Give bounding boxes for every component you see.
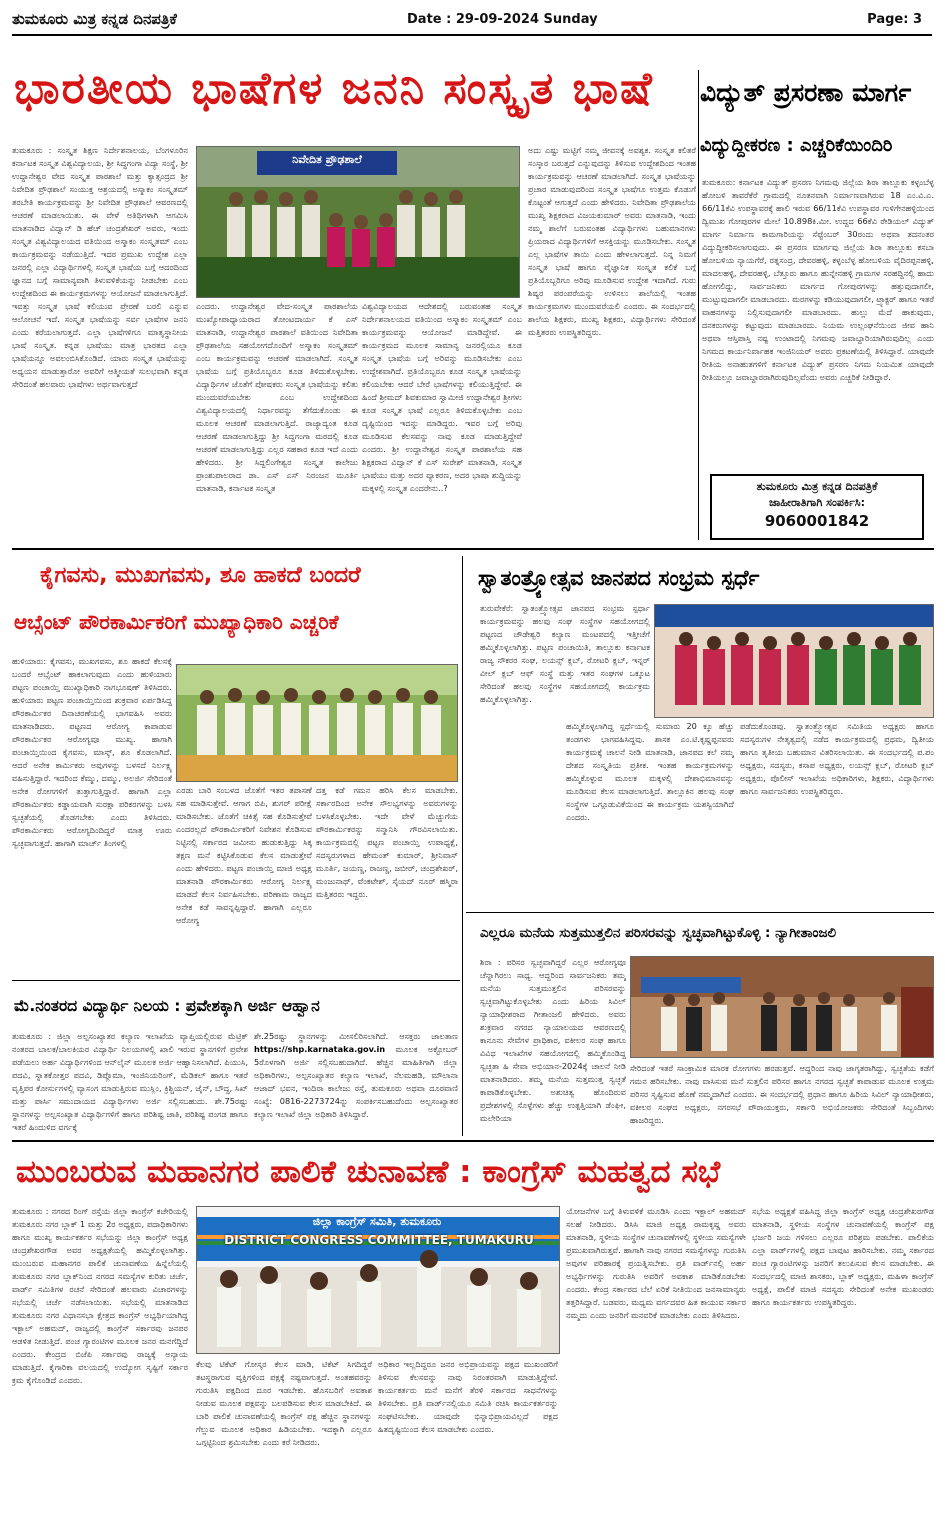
story1-photo (196, 146, 520, 298)
group-photo-illustration (197, 147, 520, 298)
issue-date: Date : 29-09-2024 Sunday (407, 12, 598, 27)
story3-headline-1: ಕೈಗವಸು, ಮುಖಗವಸು, ಶೂ ಹಾಕದೆ ಬಂದರೆ (40, 563, 361, 588)
felicitation-photo-illustration (177, 665, 458, 782)
story3-column-right: ದತ್ತ ಕಡೆ ಗಮನ ಹರಿಸಿ ಕೆಲಸ ಮಾಡಬೇಕು. ಸರ್ಕಾರದಿಂದ ಅನೇಕ ಸೌಲಭ್ಯಗಳನ್ನು ಅವರುಗಳನ್ನು ಬಳಸಿಕೊಳ್ಳಬೇಕು. ಇದೇ ವೇಳೆ ಮೆಚ್ಚುಗೆಯ ಪೌರಕಾರ್ಮಿಕರನ್ನು ಸನ್ಮಾನಿಸಿ ಗೌರವಿಸಲಾಯಿತು. ಕಾರ್ಯಕ್ರಮದಲ್ಲಿ ಪಟ್ಟಣ ಪಂಚಾಯ್ತಿ ಉಪಾಧ್ಯಕ್ಷೆ, ಸದಸ್ಯರುಗಳಾದ ಹೇಮಂತ್ ಕುಮಾರ್, ಶ್ರೀನಿವಾಸ್ ಮೂರ್ತಿ, ಜಯಣ್ಣ, ರಾಜಣ್ಣ, ಜಬೀರ್, ಚಂದ್ರಶೇಖರ್, ಮಂಜುನಾಥ್, ವೆಂಕಟೇಶ್, ಸೈಯದ್ ನೂರ್ ಹಸ್ಮಿರಾ ಮತ್ತಿತರರು ಇದ್ದರು. (316, 785, 458, 899)
story4-column-left: ತುರುವೇಕೆರೆ: ಸ್ವಾತಂತ್ರ್ಯೋತ್ಸವ ಜಾನಪದ ಸಂಭ್ರಮ ಸ್ಪರ್ಧಾ ಕಾರ್ಯಕ್ರಮವನ್ನು ಹಲವು ಸಂಘ ಸಂಸ್ಥೆಗಳ ಸಹಯೋಗದಲ್ಲಿ ಪಟ್ಟಣದ ಚೌಡೇಶ್ವರಿ ಕಲ್ಯಾಣ ಮಂಟಪದಲ್ಲಿ ಇತ್ತೀಚೆಗೆ ಹಮ್ಮಿಕೊಳ್ಳಲಾಗಿತ್ತು. ಪಟ್ಟಣ ಪಂಚಾಯಿತಿ, ತಾಲ್ಲೂಕು ಕರ್ನಾಟಕ ರಾಜ್ಯ ನೌಕರರ ಸಂಘ, ಲಯನ್ಸ್ ಕ್ಲಬ್, ರೋಟರಿ ಕ್ಲಬ್, ಇನ್ನರ್ ವೀಲ್ ಕ್ಲಬ್ ಆಫ್ ಸಂಸ್ಥೆ ಮತ್ತು ಇತರ ಸಂಘಗಳ ಒಕ್ಕೂಟ ಸೇರಿದಂತೆ ಹಲವು ಸಂಸ್ಥೆಗಳ ಸಹಯೋಗದಲ್ಲಿ ಕಾರ್ಯಕ್ರಮ ಹಮ್ಮಿಕೊಳ್ಳಲಾಗಿತ್ತು. (480, 603, 650, 704)
story4-photo (654, 604, 934, 718)
story7-column-4: ಯೋಜನೆಗಳ ಬಗ್ಗೆ ತಿಳುವಳಿಕೆ ಮೂಡಿಸಿ ಎಂದು ಇಕ್ಬಾಲ್ ಅಹಮದ್ ಸಲಹೆ ನೀಡಿದರು. ಡಿಸಿಸಿ ಮಾಜಿ ಅಧ್ಯಕ್ಷ ರಾಮಕೃಷ್ಣ ಅವರು ಮಾತನಾಡಿ, ಸ್ಥಳೀಯ ಸಂಸ್ಥೆಗಳ ಚುನಾವಣೆಗಳಲ್ಲಿ ಸ್ಥಳೀಯ ಸಮಸ್ಯೆಗಳೇ ಪ್ರಮುಖವಾಗಿರುತ್ತವೆ. ಹಾಗಾಗಿ ನಾವು ನಗರದ ಸಮಸ್ಯೆಗಳನ್ನು ಗುರುತಿಸಿ ಅವುಗಳ ಪರಿಹಾರಕ್ಕೆ ಪ್ರಯತ್ನಿಸಬೇಕು. ಪ್ರತಿ ವಾರ್ಡ್‌ನಲ್ಲಿ ಅರ್ಹ ಅಭ್ಯರ್ಥಿಗಳನ್ನು ಗುರುತಿಸಿ ಅವರಿಗೆ ಅವಕಾಶ ಮಾಡಿಕೊಡಬೇಕು ಎಂದರು. ಕೇಂದ್ರ ಸರ್ಕಾರದ ಬೆಲೆ ಏರಿಕೆ ನೀತಿಯಿಂದ ಜನಸಾಮಾನ್ಯರು ತತ್ತರಿಸಿದ್ದಾರೆ. ಬಡವರು, ಮಧ್ಯಮ ವರ್ಗದವರ ಹಿತ ಕಾಯುವ ಸರ್ಕಾರ ನಮ್ಮದು ಎಂದು ಜನರಿಗೆ ಮನವರಿಕೆ ಮಾಡಬೇಕು ಎಂದು ತಿಳಿಸಿದರು. (566, 1206, 746, 1320)
story2-body: ತುಮಕೂರು: ಕರ್ನಾಟಕ ವಿದ್ಯುತ್ ಪ್ರಸರಣ ನಿಗಮವು ಜಿಲ್ಲೆಯ ಶಿರಾ ತಾಲ್ಲೂಕು ಕಳ್ಳಂಬೆಳ್ಳ ಹೋಬಳಿ ತಾವರೆಕೆರೆ ಗ್ರಾಮದಲ್ಲಿ ನೂತನವಾಗಿ ನಿರ್ಮಾಣವಾಗಿರುವ 18 ಎಂ.ವಿ.ಎ. 66/11ಕೆವಿ ಉಪಸ್ಥಾವರಕ್ಕೆ ಹಾಲಿ ಇರುವ 66/11ಕೆವಿ ಉಪಸ್ಥಾವರ ಗುಳಿಗೇನಹಳ್ಳಿಯಿಂದ ದ್ವಿಮುಖ ಗೋಪುರಗಳ ಮೇಲೆ 10.898ಕಿ.ಮೀ. ಉದ್ದದ 66ಕೆವಿ ರೇಡಿಯಲ್ ವಿದ್ಯುತ್ ಮಾರ್ಗ ನಿರ್ಮಾಣ ಕಾಮಗಾರಿಯನ್ನು ಸೆಪ್ಟೆಂಬರ್ 30ರಂದು ಅಥವಾ ತದನಂತರ ವಿದ್ಯುದ್ದೀಕರಿಸಲಾಗುವುದು. ಈ ಪ್ರಸರಣ ಮಾರ್ಗವು ಜಿಲ್ಲೆಯ ಶಿರಾ ತಾಲ್ಲೂಕು ಕಸಬಾ ಹೋಬಳಿಯ ನ್ಯಾಯಗೆರೆ, ರತ್ನಸಂದ್ರ, ದೇವರಹಳ್ಳಿ, ಕಳ್ಳಂಬೆಳ್ಳ ಹೋಬಳಿಯ ವೈದಿರಪ್ಪನಹಳ್ಳಿ, ಮಾದಲಹಳ್ಳಿ, ದೇವರಹಳ್ಳಿ, ಬೆತ್ತೂರು ಹಾಗೂ ಹುನ್ನೇನಹಳ್ಳಿ ಗ್ರಾಮಗಳ ಸರಹದ್ದಿನಲ್ಲಿ ಹಾದು ಹೋಗಲಿದ್ದು, ಸಾರ್ವಜನಿಕರು ಮಾರ್ಗದ ಗೋಪುರಗಳನ್ನು ಹತ್ತುವುದಾಗಲೀ, ಮುಟ್ಟುವುದಾಗಲೀ ಮಾಡಬಾರದು. ಮರಗಳನ್ನು ಕಡಿಯುವುದಾಗಲೀ, ಟ್ರ್ಯಾಕ್ಟರ್ ಹಾಗೂ ಇತರೆ ವಾಹನಗಳನ್ನು ನಿಲ್ಲಿಸುವುದಾಗಲೀ ಮಾಡಬಾರದು. ಹುಲ್ಲು ಮೆದೆ ಹಾಕುವುದು, ದನಕರುಗಳನ್ನು ಕಟ್ಟುವುದು ಮಾಡಬಾರದು. ನಿಯಮ ಉಲ್ಲಂಘನೆಯಿಂದ ಜೀವ ಹಾನಿ ಅಥವಾ ಆಸ್ತಿಪಾಸ್ತಿ ನಷ್ಟ ಉಂಟಾದಲ್ಲಿ ನಿಗಮವು ಜವಾಬ್ದಾರಿಯಾಗಿರುವುದಿಲ್ಲ ಎಂದು ನಿಗಮದ ಕಾರ್ಯನಿರ್ವಾಹಕ ಇಂಜಿನಿಯರ್ ಅವರು ಪ್ರಕಟಣೆಯಲ್ಲಿ ತಿಳಿಸಿದ್ದಾರೆ. ಯಾವುದೇ ರೀತಿಯ ಅನಾಹುತಗಳಿಗೆ ಕರ್ನಾಟಕ ವಿದ್ಯುತ್ ಪ್ರಸರಣ ನಿಗಮ ನಿಯಮಿತ ಯಾವುದೇ ರೀತಿಯಲ್ಲೂ ಜವಾಬ್ದಾರರಾಗಿರುವುದಿಲ್ಲವೆಂದು ಅವರು ಎಚ್ಚರಿಕೆ ನೀಡಿದ್ದಾರೆ. (702, 177, 934, 382)
section-divider (12, 1140, 934, 1142)
ad-phone: 9060001842 (764, 512, 870, 530)
story7-photo (196, 1206, 560, 1354)
newspaper-brand: ತುಮಕೂರು ಮಿತ್ರ ಕನ್ನಡ ದಿನಪತ್ರಿಕೆ (12, 10, 177, 28)
ad-line-1: ತುಮಕೂರು ಮಿತ್ರ ಕನ್ನಡ ದಿನಪತ್ರಿಕೆ (756, 480, 878, 493)
story5-column-left: ಶಿರಾ : ಪರಿಸರ ಸ್ವಚ್ಛವಾಗಿದ್ದರೆ ಎಲ್ಲರ ಆರೋಗ್ಯವೂ ಚೆನ್ನಾಗಿರಲು ಸಾಧ್ಯ. ಆದ್ದರಿಂದ ಸಾರ್ವಜನಿಕರು ತಮ್ಮ ಮನೆಯ ಸುತ್ತಮುತ್ತಲಿನ ಪರಿಸರವನ್ನು ಸ್ವಚ್ಛವಾಗಿಟ್ಟುಕೊಳ್ಳಬೇಕು ಎಂದು ಹಿರಿಯ ಸಿವಿಲ್ ನ್ಯಾಯಾಧೀಶರಾದ ಗೀತಾಂಜಲಿ ಹೇಳಿದರು. ಅವರು ಶುಕ್ರವಾರ ನಗರದ ನ್ಯಾಯಾಲಯದ ಆವರಣದಲ್ಲಿ ಕಾನೂನು ಸೇವೆಗಳ ಪ್ರಾಧಿಕಾರ, ವಕೀಲರ ಸಂಘ ಹಾಗೂ ವಿವಿಧ ಇಲಾಖೆಗಳ ಸಹಯೋಗದಲ್ಲಿ ಹಮ್ಮಿಕೊಂಡಿದ್ದ ಸ್ವಚ್ಛತಾ ಹಿ ಸೇವಾ ಅಭಿಯಾನ-2024ಕ್ಕೆ ಚಾಲನೆ ನೀಡಿ ಮಾತನಾಡಿದರು. ತಮ್ಮ ಮನೆಯ ಸುತ್ತಮುತ್ತ ಸ್ವಚ್ಛತೆ ಕಾಪಾಡಿಕೊಳ್ಳಬೇಕು. ಅಶುಚಿತ್ವ ಹೊಂದಿರುವ ಪ್ರದೇಶಗಳಲ್ಲಿ ಸೊಳ್ಳೆಗಳು ಹೆಚ್ಚು ಉತ್ಪತ್ತಿಯಾಗಿ ಡೆಂಘೀ, ಮಲೇರಿಯಾ (480, 957, 626, 1123)
column-divider (698, 70, 699, 540)
section-divider (12, 980, 460, 981)
photo-banner-kannada: ಜಿಲ್ಲಾ ಕಾಂಗ್ರೆಸ್ ಸಮಿತಿ, ತುಮಕೂರು (312, 1215, 442, 1228)
story1-column-2: ಎಂದರು. ಉದ್ದಾನೇಶ್ವರ ವೇದ-ಸಂಸ್ಕೃತ ಪಾಠಶಾಲೆಯ ಮುಖ್ಯೋಪಾಧ್ಯಾಯರಾದ ತೋಂಟದಾರ್ಯ ಕೆ ಎಸ್ ಮಾತನಾಡಿ, ಉದ್ದಾನೇಶ್ವರ ಪಾಠಶಾಲೆ ವತಿಯಿಂದ ನಿವೇದಿತಾ ಪ್ರೌಢಶಾಲೆಯ ಸಹಯೋಗದೊಂದಿಗೆ ಅಸ್ಮಾಕಂ ಸಂಸ್ಕೃತಮ್ ಎಂಬ ಕಾರ್ಯಕ್ರಮವನ್ನು ಆಚರಣೆ ಮಾಡಲಾಗಿದೆ. ಸಂಸ್ಕೃತ ಭಾಷೆಯ ಬಗ್ಗೆ ಪ್ರತಿಯೊಬ್ಬರೂ ಕೂಡ ತಿಳಿದುಕೊಳ್ಳಬೇಕು. ವಿದ್ಯಾರ್ಥಿಗಳ ಜೊತೆಗೆ ಪೋಷಕರು ಸಂಸ್ಕೃತ ಭಾಷೆಯನ್ನು ಕಲಿತು ಮುಂದುವರೆಯಬೇಕು ಎಂಬ ಉದ್ದೇಶದಿಂದ ವಿಶ್ವವಿದ್ಯಾಲಯದಲ್ಲಿ ನಿರ್ಧಾರವನ್ನು ತೆಗೆದುಕೊಂಡು ಈ ಮೂಲಕ ಆಚರಣೆ ಮಾಡಲಾಗುತ್ತಿದೆ. ರಾಜ್ಯಾದ್ಯಂತ ಕೂಡ ಆಚರಣೆ ಮಾಡಲಾಗುತ್ತಿದ್ದು ಶ್ರೀ ಸಿದ್ದಗಂಗಾ ಮಠದಲ್ಲಿ ಕೂಡ ಆಚರಣೆ ಮಾಡಲಾಗುತ್ತಿದ್ದು ಎಲ್ಲರ ಸಹಕಾರ ಕೂಡ ಇದೆ ಎಂದು ಹೇಳಿದರು. ಶ್ರೀ ಸಿದ್ದಲಿಂಗೇಶ್ವರ ಸಂಸ್ಕೃತ ಕಾಲೇಜು ಪ್ರಾಂಶುಪಾಲರಾದ ಡಾ. ಎಸ್ ಎಸ್ ನಿರಂಜನ ಮೂರ್ತಿ ಮಾತನಾಡಿ, ಕರ್ನಾಟಕ ಸಂಸ್ಕೃತ (196, 301, 358, 493)
story2-headline-1: ವಿದ್ಯುತ್ ಪ್ರಸರಣಾ ಮಾರ್ಗ (700, 78, 912, 107)
cleanliness-drive-photo-illustration (631, 957, 934, 1058)
advertisement-box (710, 474, 924, 540)
story7-headline: ಮುಂಬರುವ ಮಹಾನಗರ ಪಾಲಿಕೆ ಚುನಾವಣೆ : ಕಾಂಗ್ರೆಸ್ ಮಹತ್ವದ ಸಭೆ (16, 1154, 721, 1190)
story3-column-mid: ಎರಡು ಬಾರಿ ಸಂಬಳದ ಜೊತೆಗೆ ಇತರ ತಪಾಸಣೆ ಸಹ ಮಾಡಿಸುತ್ತೇವೆ. ಆಗಾಗ ಬಿಪಿ, ಶುಗರ್ ಪರೀಕ್ಷೆ ಮಾಡಿಸಬೇಕು. ಜೊತೆಗೆ ಚಿಕಿತ್ಸೆ ಸಹ ಕೊಡಿಸುತ್ತೇವೆ ಎಂದರಲ್ಲದೆ ಪೌರಕಾರ್ಮಿಕರಿಗೆ ನಿವೇಶನ ಕೊಡಿಸುವ ನಿಟ್ಟಿನಲ್ಲಿ ಸರ್ಕಾರದ ಜಮೀನು ಹುಡುಕುತ್ತಿದ್ದು ಸಿಕ್ಕ ತಕ್ಷಣ ಮನೆ ಕಟ್ಟಿಸಿಕೊಡುವ ಕೆಲಸ ಮಾಡುತ್ತೇವೆ ಎಂದು ಹೇಳಿದರು. ಪಟ್ಟಣ ಪಂಚಾಯ್ತಿ ಮಾಜಿ ಅಧ್ಯಕ್ಷ ಮಾತನಾಡಿ ಪೌರಕಾರ್ಮಿಕರು ಆರೋಗ್ಯ ನಿರ್ಲಕ್ಷ್ಯ ಮಾಡದೆ ಕೆಲಸ ನಿರ್ವಹಿಸಬೇಕು. ಪರಿಣಾಮ ರಾಜ್ಯದ ಅನೇಕ ಕಡೆ ಸಾವನ್ನಪ್ಪಿದ್ದಾರೆ. ಹಾಗಾಗಿ ಎಲ್ಲರೂ ಆರೋಗ್ಯ (176, 785, 312, 925)
photo-banner-english: DISTRICT CONGRESS COMMITTEE, TUMAKURU (224, 1233, 534, 1247)
story4-column-left-continued (480, 720, 562, 910)
story5-column-right: ಸೇರಿದಂತೆ ಇತರೆ ಸಾಂಕ್ರಾಮಿಕ ಮಾರಕ ರೋಗಗಳು ಹರಡುತ್ತವೆ. ಆದ್ದರಿಂದ ನಾವು ಜಾಗೃತರಾಗಿದ್ದು, ಸ್ವಚ್ಛತೆಯ ಕಡೆಗೆ ಗಮನ ಹರಿಸಬೇಕು. ನಾವು ವಾಸಿಸುವ ಮನೆ ಸುತ್ತಲಿನ ಪರಿಸರ ಹಾಗೂ ನಗರದ ಸ್ವಚ್ಛತೆ ಕಾಪಾಡುವ ಮೂಲಕ ಉತ್ತಮ ಪರಿಸರ ಸೃಷ್ಟಿಸುವ ಹೊಣೆ ನಮ್ಮದಾಗಿದೆ ಎಂದರು. ಈ ಸಂದರ್ಭದಲ್ಲಿ ಪ್ರಧಾನ ಹಾಗೂ ಹಿರಿಯ ಸಿವಿಲ್ ನ್ಯಾಯಾಧೀಶರು, ವಕೀಲರ ಸಂಘದ ಅಧ್ಯಕ್ಷರು, ನಗರಸಭೆ ಪೌರಾಯುಕ್ತರು, ಸರ್ಕಾರಿ ಅಭಿಯೋಜಕರು ಸೇರಿದಂತೆ ಸಿಬ್ಬಂದಿಗಳು ಹಾಜರಿದ್ದರು. (630, 1063, 934, 1125)
congress-meeting-photo-illustration (197, 1207, 560, 1354)
story4-headline: ಸ್ವಾತಂತ್ರ್ಯೋತ್ಸವ ಜಾನಪದ ಸಂಭ್ರಮ ಸ್ಪರ್ಧೆ (478, 566, 760, 590)
story2-headline-2: ವಿದ್ಯುದ್ದೀಕರಣ : ಎಚ್ಚರಿಕೆಯಿಂದಿರಿ (700, 135, 893, 156)
section-divider (12, 548, 934, 550)
story1-headline: ಭಾರತೀಯ ಭಾಷೆಗಳ ಜನನಿ ಸಂಸ್ಕೃತ ಭಾಷೆ (14, 63, 654, 114)
photo-banner-text: ನಿವೇದಿತ ಪ್ರೌಢಶಾಲೆ (292, 153, 362, 166)
story7-column-5: ಸಭೆಯ ಅಧ್ಯಕ್ಷತೆ ವಹಿಸಿದ್ದ ಜಿಲ್ಲಾ ಕಾಂಗ್ರೆಸ್ ಅಧ್ಯಕ್ಷ ಚಂದ್ರಶೇಖರಗೌಡ ಮಾತನಾಡಿ, ಸ್ಥಳೀಯ ಸಂಸ್ಥೆಗಳ ಚುನಾವಣೆಯಲ್ಲಿ ಕಾಂಗ್ರೆಸ್ ಪಕ್ಷ ಭರ್ಜರಿ ಜಯ ಗಳಿಸಲು ಎಲ್ಲರೂ ಪರಿಶ್ರಮ ಪಡಬೇಕು. ಪಾಲಿಕೆಯ ಎಲ್ಲಾ ವಾರ್ಡ್‌ಗಳಲ್ಲಿ ಪಕ್ಷದ ಬಾವುಟ ಹಾರಿಸಬೇಕು. ನಮ್ಮ ಸರ್ಕಾರದ ಪಂಚ ಗ್ಯಾರಂಟಿಗಳನ್ನು ಜನರಿಗೆ ತಲುಪಿಸುವ ಕೆಲಸ ಮಾಡಬೇಕು. ಈ ಸಂದರ್ಭದಲ್ಲಿ ಮಾಜಿ ಶಾಸಕರು, ಬ್ಲಾಕ್ ಅಧ್ಯಕ್ಷರು, ಮಹಿಳಾ ಕಾಂಗ್ರೆಸ್ ಅಧ್ಯಕ್ಷೆ, ಪಾಲಿಕೆ ಮಾಜಿ ಸದಸ್ಯರು ಸೇರಿದಂತೆ ಅನೇಕ ಮುಖಂಡರು ಹಾಗೂ ಕಾರ್ಯಕರ್ತರು ಉಪಸ್ಥಿತರಿದ್ದರು. (752, 1206, 934, 1307)
section-divider (466, 912, 934, 913)
story6-text-a: ಶೇ.25ರಷ್ಟು ಸ್ಥಾನಗಳನ್ನು ಮೀಸಲಿರಿಸಲಾಗಿದೆ. ಆಸಕ್ತರು ಜಾಲತಾಣ (254, 1031, 458, 1041)
story5-photo (630, 956, 934, 1058)
masthead (12, 8, 932, 36)
story6-column-left: ತುಮಕೂರು : ಜಿಲ್ಲಾ ಅಲ್ಪಸಂಖ್ಯಾತರ ಕಲ್ಯಾಣ ಇಲಾಖೆಯ ವ್ಯಾಪ್ತಿಯಲ್ಲಿರುವ ಮೆಟ್ರಿಕ್ ನಂತರದ ಬಾಲಕ/ಬಾಲಕಿಯರ ವಿದ್ಯಾರ್ಥಿ ನಿಲಯಗಳಲ್ಲಿ ಖಾಲಿ ಇರುವ ಸ್ಥಾನಗಳಿಗೆ ಪ್ರವೇಶ ಪಡೆಯಲು ಅರ್ಹ ವಿದ್ಯಾರ್ಥಿಗಳಿಂದ ಆನ್‌ಲೈನ್ ಮೂಲಕ ಅರ್ಜಿ ಆಹ್ವಾನಿಸಲಾಗಿದೆ. ಪಿಯುಸಿ, ಪದವಿ, ಸ್ನಾತಕೋತ್ತರ ಪದವಿ, ಡಿಪ್ಲೊಮಾ, ಇಂಜಿನಿಯರಿಂಗ್, ಮೆಡಿಕಲ್ ಹಾಗೂ ಇತರೆ ವೃತ್ತಿಪರ ಕೋರ್ಸುಗಳಲ್ಲಿ ವ್ಯಾಸಂಗ ಮಾಡುತ್ತಿರುವ ಮುಸ್ಲಿಂ, ಕ್ರಿಶ್ಚಿಯನ್, ಜೈನ್, ಬೌದ್ಧ, ಸಿಖ್ ಮತ್ತು ಪಾರ್ಸಿ ಸಮುದಾಯದ ವಿದ್ಯಾರ್ಥಿಗಳು ಅರ್ಜಿ ಸಲ್ಲಿಸಬಹುದು. ಶೇ.75ರಷ್ಟು ಸ್ಥಾನಗಳನ್ನು ಅಲ್ಪಸಂಖ್ಯಾತ ವಿದ್ಯಾರ್ಥಿಗಳಿಗೆ ಹಾಗೂ ಪರಿಶಿಷ್ಟ ಜಾತಿ, ಪರಿಶಿಷ್ಟ ಪಂಗಡ ಹಾಗೂ ಇತರೆ ಹಿಂದುಳಿದ ವರ್ಗಕ್ಕೆ (12, 1031, 248, 1132)
story4-column-b: ಪಡೆದುಕೊಂಡವು. ಸ್ವಾತಂತ್ರ್ಯೋತ್ಸವ ಸಮಿತಿಯ ಅಧ್ಯಕ್ಷರು ಹಾಗೂ ಸದಸ್ಯರುಗಳ ನೇತೃತ್ವದಲ್ಲಿ ನಡೆದ ಕಾರ್ಯಕ್ರಮದಲ್ಲಿ ಪ್ರಥಮ, ದ್ವಿತೀಯ ಹಾಗೂ ತೃತೀಯ ಬಹುಮಾನ ವಿತರಿಸಲಾಯಿತು. ಈ ಸಂದರ್ಭದಲ್ಲಿ ಪ.ಪಂ ಅಧ್ಯಕ್ಷರು, ಸದಸ್ಯರು, ಕಸಾಪ ಅಧ್ಯಕ್ಷರು, ಲಯನ್ಸ್ ಕ್ಲಬ್, ರೋಟರಿ ಕ್ಲಬ್ ಅಧ್ಯಕ್ಷರು, ಪೊಲೀಸ್ ಇಲಾಖೆಯ ಅಧಿಕಾರಿಗಳು, ಶಿಕ್ಷಕರು, ವಿದ್ಯಾರ್ಥಿಗಳು ಹಾಗೂ ಸಾರ್ವಜನಿಕರು ಉಪಸ್ಥಿತರಿದ್ದರು. (740, 721, 934, 796)
story3-column-left: ಹುಳಿಯಾರು: ಕೈಗವಸು, ಮುಖಗವಸು, ಶೂ ಹಾಕದೆ ಕೆಲಸಕ್ಕೆ ಬಂದರೆ ಆಬ್ಸೆಂಟ್ ಹಾಕಲಾಗುವುದು ಎಂದು ಹುಳಿಯಾರು ಪಟ್ಟಣ ಪಂಚಾಯ್ತಿ ಮುಖ್ಯಾಧಿಕಾರಿ ನಾಗಭೂಷಣ್ ತಿಳಿಸಿದರು. ಹುಳಿಯಾರು ಪಟ್ಟಣ ಪಂಚಾಯ್ತಿಯಿಂದ ಶುಕ್ರವಾರ ಏರ್ಪಡಿಸಿದ್ದ ಪೌರಕಾರ್ಮಿಕರ ದಿನಾಚರಣೆಯಲ್ಲಿ ಭಾಗವಹಿಸಿ ಅವರು ಮಾತನಾಡಿದರು. ಪಟ್ಟಣದ ಆರೋಗ್ಯ ಕಾಪಾಡುವ ಪೌರಕಾರ್ಮಿಕರ ಆರೋಗ್ಯವೂ ಮುಖ್ಯ. ಹಾಗಾಗಿ ಪಂಚಾಯ್ತಿಯಿಂದ ಕೈಗವಸು, ಮಾಸ್ಕ್, ಶೂ ಕೊಡಲಾಗಿದೆ. ಆದರೆ ಅನೇಕ ಕಾರ್ಮಿಕರು ಅವುಗಳನ್ನು ಬಳಸದೆ ನಿರ್ಲಕ್ಷ್ಯ ವಹಿಸುತ್ತಿದ್ದಾರೆ. ಇದರಿಂದ ಕೆಮ್ಮು, ದಮ್ಮು, ಅಲರ್ಜಿ ಸೇರಿದಂತೆ ಅನೇಕ ರೋಗಗಳಿಗೆ ತುತ್ತಾಗುತ್ತಿದ್ದಾರೆ. ಹಾಗಾಗಿ ಎಲ್ಲಾ ಪೌರಕಾರ್ಮಿಕರು ಕಡ್ಡಾಯವಾಗಿ ಸುರಕ್ಷಾ ಪರಿಕರಗಳನ್ನು ಬಳಸಿ ಸ್ವಚ್ಛತೆಯಲ್ಲಿ ತೊಡಗಬೇಕು ಎಂದು ತಿಳಿಸಿದರು. ಪೌರಕಾರ್ಮಿಕರು ಆರೋಗ್ಯದಿಂದಿದ್ದರೆ ಮಾತ್ರ ಊರು ಸ್ವಚ್ಛವಾಗುತ್ತದೆ. ಹಾಗಾಗಿ ಮಾರ್ಚ್ ತಿಂಗಳಲ್ಲಿ (12, 656, 172, 848)
page-number: Page: 3 (867, 12, 922, 27)
column-divider (462, 556, 463, 1136)
story4-column-a: ಹಮ್ಮಿಕೊಳ್ಳಲಾಗಿದ್ದ ಸ್ಪರ್ಧೆಯಲ್ಲಿ ಸುಮಾರು 20 ಕ್ಕೂ ಹೆಚ್ಚು ತಂಡಗಳು ಭಾಗವಹಿಸಿದ್ದವು. ಶಾಸಕ ಎಂ.ಟಿ.ಕೃಷ್ಣಪ್ಪನವರು ಕಾರ್ಯಕ್ರಮಕ್ಕೆ ಚಾಲನೆ ನೀಡಿ ಮಾತನಾಡಿ, ಜಾನಪದ ಕಲೆ ನಮ್ಮ ದೇಶದ ಸಂಸ್ಕೃತಿಯ ಪ್ರತೀಕ. ಇಂತಹ ಕಾರ್ಯಕ್ರಮಗಳನ್ನು ಹಮ್ಮಿಕೊಳ್ಳುವ ಮೂಲಕ ಮಕ್ಕಳಲ್ಲಿ ದೇಶಾಭಿಮಾನವನ್ನು ಮೂಡಿಸುವ ಕೆಲಸ ಮಾಡಲಾಗುತ್ತಿದೆ. ತಾಲ್ಲೂಕಿನ ಹಲವು ಸಂಘ ಸಂಸ್ಥೆಗಳ ಒಗ್ಗೂಡುವಿಕೆಯಿಂದ ಈ ಕಾರ್ಯಕ್ರಮ ಯಶಸ್ವಿಯಾಗಿದೆ ಎಂದರು. (566, 721, 734, 822)
cultural-group-photo-illustration (655, 605, 934, 718)
story7-column-2: ಕೆಲವು ಟಿಕೆಟ್ ಗೋಸ್ಕರ ಕೆಲಸ ಮಾಡಿ, ಟಿಕೆಟ್ ಸಿಗದಿದ್ದರೆ ತಟಸ್ಥರಾಗುವ ವ್ಯಕ್ತಿಗಳಿಂದ ಪಕ್ಷಕ್ಕೆ ನಷ್ಟವಾಗುತ್ತದೆ. ಅಂತಹವರನ್ನು ಗುರುತಿಸಿ ಪಕ್ಷದಿಂದ ದೂರ ಇಡಬೇಕು. ಹೊಸಬರಿಗೆ ಅವಕಾಶ ನೀಡುವ ಮೂಲಕ ಪಕ್ಷವನ್ನು ಬಲಪಡಿಸುವ ಕೆಲಸ ಮಾಡಬೇಕಿದೆ. ಈ ಬಾರಿ ಪಾಲಿಕೆ ಚುನಾವಣೆಯಲ್ಲಿ ಕಾಂಗ್ರೆಸ್ ಪಕ್ಷ ಹೆಚ್ಚಿನ ಸ್ಥಾನಗಳನ್ನು ಗೆಲ್ಲುವ ಮೂಲಕ ಅಧಿಕಾರ ಹಿಡಿಯಬೇಕು. ಇದಕ್ಕಾಗಿ ಎಲ್ಲರೂ ಒಗ್ಗಟ್ಟಿನಿಂದ ಶ್ರಮಿಸಬೇಕು ಎಂದು ಕರೆ ನೀಡಿದರು. (196, 1359, 372, 1447)
story1-column-4: ಅದು ಎಷ್ಟು ಮಟ್ಟಿಗೆ ನಮ್ಮ ಜೀವನಕ್ಕೆ ಅವಶ್ಯಕ. ಸಂಸ್ಕೃತ ಕಲಿತರೆ ಸಂಸ್ಕಾರ ಬರುತ್ತದೆ ಎನ್ನುವುದನ್ನು ತಿಳಿಸುವ ಉದ್ದೇಶದಿಂದ ಇಂತಹ ಕಾರ್ಯಕ್ರಮವನ್ನು ಆಚರಣೆ ಮಾಡಲಾಗಿದೆ. ಸಂಸ್ಕೃತ ಭಾಷೆಯನ್ನು ಪ್ರಚಾರ ಮಾಡುವುದರಿಂದ ಸಂಸ್ಕೃತ ಭಾಷೆಗೂ ಉತ್ತಮ ಕೊಡುಗೆ ಕೊಟ್ಟಂತೆ ಆಗುತ್ತದೆ ಎಂದು ಹೇಳಿದರು. ನಿವೇದಿತಾ ಪ್ರೌಢಶಾಲೆಯ ಮುಖ್ಯ ಶಿಕ್ಷಕರಾದ ವಿಜಯಕುಮಾರ್ ಅವರು ಮಾತನಾಡಿ, ಇಂದು ನಮ್ಮ ಶಾಲೆಗೆ ಬರುವಂತಹ ವಿದ್ಯಾರ್ಥಿಗಳು ಬಹುಮಾನಗಳು ಪ್ರಿಯರಾದ ವಿದ್ಯಾರ್ಥಿಗಳಿಗೆ ಆಸಕ್ತಿಯನ್ನು ಮೂಡಿಸಬೇಕು. ಸಂಸ್ಕೃತ ಎಲ್ಲ ಭಾಷೆಗಳ ತಾಯಿ ಎಂದು ಹೇಳಲಾಗುತ್ತದೆ. ನಿನ್ನ ನಿಮಗೆ ಸಂಸ್ಕೃತ ಭಾಷೆ ಹಾಗೂ ವೈಜ್ಞಾನಿಕ ಸಂಸ್ಕೃತ ಕಲಿಕೆ ಬಗ್ಗೆ ಪ್ರತಿಯೊಬ್ಬರಿಗೂ ಅರಿವು ಮೂಡಿಸುವ ಉದ್ದೇಶ ಇದಾಗಿದೆ. ಗುರು ಶಿಷ್ಯರ ಪರಂಪರೆಯನ್ನು ಉಳಿಸಲು ಶಾಲೆಯಲ್ಲಿ ಇಂತಹ ಕಾರ್ಯಕ್ರಮಗಳು ಮುಂದುವರೆಯಲಿ ಎಂದರು. ಈ ಸಂದರ್ಭದಲ್ಲಿ ಶಾಲೆಯ ಶಿಕ್ಷಕರು, ಮುಖ್ಯ ಶಿಕ್ಷಕರು, ವಿದ್ಯಾರ್ಥಿಗಳು ಸೇರಿದಂತೆ ಮತ್ತಿತರರು ಉಪಸ್ಥಿತರಿದ್ದರು. (528, 145, 696, 337)
application-url[interactable]: https://shp.karnataka.gov.in (254, 1044, 386, 1054)
story7-column-1: ತುಮಕೂರು : ನಗರದ ರಿಂಗ್ ರಸ್ತೆಯ ಜಿಲ್ಲಾ ಕಾಂಗ್ರೆಸ್ ಕಚೇರಿಯಲ್ಲಿ ತುಮಕೂರು ನಗರ ಬ್ಲಾಕ್ 1 ಮತ್ತು 2ರ ಅಧ್ಯಕ್ಷರು, ಪದಾಧಿಕಾರಿಗಳು ಹಾಗೂ ಮುಖ್ಯ ಕಾರ್ಯಕರ್ತರ ಸಭೆಯನ್ನು ಜಿಲ್ಲಾ ಕಾಂಗ್ರೆಸ್ ಅಧ್ಯಕ್ಷ ಚಂದ್ರಶೇಖರಗೌಡ ಅವರ ಅಧ್ಯಕ್ಷತೆಯಲ್ಲಿ ಹಮ್ಮಿಕೊಳ್ಳಲಾಗಿತ್ತು. ಮುಂಬರುವ ಮಹಾನಗರ ಪಾಲಿಕೆ ಚುನಾವಣೆಯ ಹಿನ್ನೆಲೆಯಲ್ಲಿ ತುಮಕೂರು ನಗರ ಬ್ಲಾಕ್‌ನಿಂದ ನಗರದ ಸಮಸ್ಯೆಗಳ ಕುರಿತು ಚರ್ಚೆ, ವಾರ್ಡ್ ಸಮಿತಿಗಳ ರಚನೆ ಸೇರಿದಂತೆ ಹಲವಾರು ವಿಚಾರಗಳನ್ನು ಸಭೆಯಲ್ಲಿ ಚರ್ಚೆ ನಡೆಸಲಾಯಿತು. ಸಭೆಯಲ್ಲಿ ಮಾತನಾಡಿದ ತುಮಕೂರು ನಗರ ವಿಧಾನಸಭಾ ಕ್ಷೇತ್ರದ ಕಾಂಗ್ರೆಸ್ ಅಭ್ಯರ್ಥಿಯಾಗಿದ್ದ ಇಕ್ಬಾಲ್ ಅಹಮದ್, ರಾಜ್ಯದಲ್ಲಿ ಕಾಂಗ್ರೆಸ್ ಸರ್ಕಾರವು ಜನಪರ ಆಡಳಿತ ನೀಡುತ್ತಿದೆ. ಪಂಚ ಗ್ಯಾರಂಟಿಗಳ ಮೂಲಕ ಜನರ ಮನಗೆದ್ದಿದೆ ಎಂದರು. ಕೇಂದ್ರದ ಬಿಜೆಪಿ ಸರ್ಕಾರವು ರಾಜ್ಯಕ್ಕೆ ಅನ್ಯಾಯ ಮಾಡುತ್ತಿದೆ. ಕೈಗಾರಿಕಾ ವಲಯದಲ್ಲಿ ಉದ್ಯೋಗ ಸೃಷ್ಟಿಗೆ ಸರ್ಕಾರ ಕ್ರಮ ಕೈಗೊಂಡಿದೆ ಎಂದರು. (12, 1206, 188, 1385)
story7-column-3: ಅಧಿಕಾರ ಇಲ್ಲದಿದ್ದರೂ ಜನರ ಅಭಿಪ್ರಾಯವನ್ನು ಪಕ್ಷದ ಮುಖಂಡರಿಗೆ ತಿಳಿಸುವ ಕೆಲಸವನ್ನು ನಾವು ನಿರಂತರವಾಗಿ ಮಾಡುತ್ತಿದ್ದೇವೆ. ಕಾರ್ಯಕರ್ತರು ಮನೆ ಮನೆಗೆ ತೆರಳಿ ಸರ್ಕಾರದ ಸಾಧನೆಗಳನ್ನು ತಿಳಿಸಬೇಕು. ಪ್ರತಿ ವಾರ್ಡ್‌ನಲ್ಲಿಯೂ ಸಮಿತಿ ರಚಿಸಿ ಕಾರ್ಯಕರ್ತರನ್ನು ಸಂಘಟಿಸಬೇಕು. ಯಾವುದೇ ಭಿನ್ನಾಭಿಪ್ರಾಯವಿಲ್ಲದೆ ಪಕ್ಷದ ಹಿತದೃಷ್ಟಿಯಿಂದ ಕೆಲಸ ಮಾಡಬೇಕು ಎಂದರು. (378, 1359, 558, 1434)
story1-column-1: ತುಮಕೂರು : ಸಂಸ್ಕೃತ ಶಿಕ್ಷಣ ನಿರ್ದೇಶನಾಲಯ, ಬೆಂಗಳೂರಿನ ಕರ್ನಾಟಕ ಸಂಸ್ಕೃತ ವಿಶ್ವವಿದ್ಯಾಲಯ, ಶ್ರೀ ಸಿದ್ಧಗಂಗಾ ವಿದ್ಯಾ ಸಂಸ್ಥೆ, ಶ್ರೀ ಉದ್ದಾನೇಶ್ವರ ವೇದ ಸಂಸ್ಕೃತ ಪಾಠಶಾಲೆ ಮತ್ತು ಕ್ಯಾತ್ಸಂದ್ರದ ಶ್ರೀ ನಿವೇದಿತ ಪ್ರೌಢಶಾಲೆ ಸಂಯುಕ್ತ ಆಶ್ರಯದಲ್ಲಿ ಅಸ್ಮಾಕಂ ಸಂಸ್ಕೃತಮ್ ತರಬೇತಿ ಕಾರ್ಯಕ್ರಮವನ್ನು ಶ್ರೀ ನಿವೇದಿತ ಪ್ರೌಢಶಾಲೆ ಆವರಣದಲ್ಲಿ ಆಚರಣೆ ಮಾಡಲಾಯಿತು. ಈ ವೇಳೆ ಅತಿಥಿಗಳಾಗಿ ಆಗಮಿಸಿ ಮಾತನಾಡಿದ ವಿದ್ವಾನ್ ಡಿ ಹೆಚ್ ಚಂದ್ರಶೇಖರ್ ಅವರು, ಇಂದು ಸಂಸ್ಕೃತ ವಿಶ್ವವಿದ್ಯಾಲಯದ ವತಿಯಿಂದ ಅಸ್ಮಾಕಂ ಸಂಸ್ಕೃತಮ್ ಎಂಬ ಕಾರ್ಯಕ್ರಮವನ್ನು ನಡೆಯುತ್ತಿದೆ. ಇದರ ಪ್ರಮುಖ ಉದ್ದೇಶ ಎಲ್ಲಾ ಜನರಲ್ಲಿ ಎಲ್ಲಾ ವಿದ್ಯಾರ್ಥಿಗಳಲ್ಲಿ ಸಂಸ್ಕೃತ ಭಾಷೆಯ ಬಗ್ಗೆ ಆದರದಿಂದ ಜ್ಞಾನದ ಬಗ್ಗೆ ಸಾಮಾನ್ಯವಾಗಿ ತಿಳುವಳಿಕೆಯನ್ನು ನೀಡಬೇಕು ಎಂಬ ಉದ್ದೇಶದಿಂದ ಈ ಕಾರ್ಯಕ್ರಮಗಳನ್ನು ಆಯೋಜನೆ ಮಾಡಲಾಗುತ್ತಿದೆ. ಇವತ್ತು ಸಂಸ್ಕೃತ ಭಾಷೆ ಕಲಿಯುವ ಪ್ರೇರಣೆ ಬರಲಿ ಎನ್ನುವ ಆಲೋಚನೆ ಇದೆ. ಸಂಸ್ಕೃತ ಭಾಷೆಯನ್ನು ಸರ್ವ ಭಾಷೆಗಳ ಜನನಿ ಎಂದು ಕರೆಯಲಾಗುತ್ತದೆ. ಎಲ್ಲಾ ಭಾಷೆಗಳಿಗೂ ಮಾತೃಸ್ಥಾನೀಯ ಭಾಷೆ ಸಂಸ್ಕೃತ. ಕನ್ನಡ ಭಾಷೆಯು ಮಾತ್ರ ಭಾರತದ ಎಲ್ಲಾ ಭಾಷೆಯನ್ನೂ ಅವಲಂಬಿಸಿಕೊಂಡಿದೆ. ಯಾರು ಸಂಸ್ಕೃತ ಭಾಷೆಯನ್ನು ಅಧ್ಯಯನ ಮಾಡುತ್ತಾರೋ ಅವರಿಗೆ ಆತ್ಮೀಯತೆ ಸುಲಭವಾಗಿ ಕನ್ನಡ ಸೇರಿದಂತೆ ಹಲವಾರು ಭಾಷೆಗಳು ಅರ್ಥವಾಗುತ್ತದೆ (12, 145, 188, 389)
ad-line-2: ಜಾಹೀರಾತಿಗಾಗಿ ಸಂಪರ್ಕಿಸಿ: (768, 496, 866, 509)
story6-headline: ಮೆ.ನಂತರದ ವಿದ್ಯಾರ್ಥಿ ನಿಲಯ : ಪ್ರವೇಶಕ್ಕಾಗಿ ಅರ್ಜಿ ಆಹ್ವಾನ (14, 997, 320, 1015)
story5-headline: ಎಲ್ಲರೂ ಮನೆಯ ಸುತ್ತಮುತ್ತಲಿನ ಪರಿಸರವನ್ನು ಸ್ವಚ್ಛವಾಗಿಟ್ಟುಕೊಳ್ಳಿ : ನ್ಯಾಗೀತಾಂಜಲಿ (480, 925, 837, 941)
story6-text-b: ಮೂಲಕ ಅಕ್ಟೋಬರ್ 5ರೊಳಗಾಗಿ ಅರ್ಜಿ ಸಲ್ಲಿಸಬಹುದಾಗಿದೆ. ಹೆಚ್ಚಿನ ಮಾಹಿತಿಗಾಗಿ ಜಿಲ್ಲಾ ಅಧಿಕಾರಿಗಳು, ಅಲ್ಪಸಂಖ್ಯಾತರ ಕಲ್ಯಾಣ ಇಲಾಖೆ, ನೆಲಮಹಡಿ, ಮೌಲಾನಾ ಆಜಾದ್ ಭವನ, ಇಂದಿರಾ ಕಾಲೇಜು ರಸ್ತೆ, ತುಮಕೂರು ಅಥವಾ ದೂರವಾಣಿ ಸಂಖ್ಯೆ: 0816-2273724ನ್ನು ಸಂಪರ್ಕಿಸಬಹುದೆಂದು ಅಲ್ಪಸಂಖ್ಯಾತರ ಕಲ್ಯಾಣ ಇಲಾಖೆ ಜಿಲ್ಲಾ ಅಧಿಕಾರಿ ತಿಳಿಸಿದ್ದಾರೆ. (254, 1044, 458, 1119)
story6-column-right (254, 1030, 458, 1136)
story3-headline-2: ಆಬ್ಸೆಂಟ್ ಪೌರಕಾರ್ಮಿಕರಿಗೆ ಮುಖ್ಯಾಧಿಕಾರಿ ಎಚ್ಚರಿಕೆ (14, 610, 339, 634)
story1-column-3: ವಿಶ್ವವಿದ್ಯಾಲಯದ ಆದೇಶದಲ್ಲಿ ಬರುವಂತಹ ಸಂಸ್ಕೃತ ನಿರ್ದೇಶನಾಲಯದ ವತಿಯಿಂದ ಅಸ್ಮಾಕಂ ಸಂಸ್ಕೃತಮ್ ಎಂಬ ಕಾರ್ಯಕ್ರಮವನ್ನು ಆಯೋಜನೆ ಮಾಡಿದ್ದೇವೆ. ಈ ಕಾರ್ಯಕ್ರಮದ ಮೂಲಕ ಸಾಮಾನ್ಯ ಜನರಲ್ಲಿಯೂ ಕೂಡ ಸಂಸ್ಕೃತ ಭಾಷೆಯ ಬಗ್ಗೆ ಅರಿವನ್ನು ಮೂಡಿಸಬೇಕು ಎಂಬ ಉದ್ದೇಶವಾಗಿದೆ. ಪ್ರತಿಯೊಬ್ಬರೂ ಕೂಡ ಸಂಸ್ಕೃತ ಭಾಷೆಯನ್ನು ಕಲಿಯಬೇಕು ಆದರೆ ಬೇರೆ ಭಾಷೆಗಳನ್ನು ಕಲಿಯುತ್ತಿದ್ದೇವೆ. ಈ ಹಿಂದೆ ಶ್ರೀಮದ್ ಶಿವಕುಮಾರ ಸ್ವಾಮೀಜಿ ಉದ್ದಾನೇಶ್ವರ ಶ್ರೀಗಳು ಕೂಡ ಸಂಸ್ಕೃತ ಭಾಷೆ ಎಲ್ಲರೂ ತಿಳಿದುಕೊಳ್ಳಬೇಕು ಎಂಬ ದೃಷ್ಟಿಯಿಂದ ಇದನ್ನು ಮಾಡಿದ್ದರು. ಇವರ ಬಗ್ಗೆ ಅರಿವು ಮೂಡಿಸುವ ಕೆಲಸವನ್ನು ನಾವು ಕೂಡ ಮಾಡುತ್ತಿದ್ದೇವೆ ಎಂದರು. ಶ್ರೀ ಉದ್ದಾನೇಶ್ವರ ಸಂಸ್ಕೃತ ಪಾಠಶಾಲೆಯ ಸಹ ಶಿಕ್ಷಕರಾದ ವಿದ್ವಾನ್ ಕೆ ಎಸ್ ಸುರೇಶ್ ಮಾತನಾಡಿ, ಸಂಸ್ಕೃತ ಭಾಷೆಯು ಮತ್ತು ಅದರ ವ್ಯಾಕರಣ, ಅದರ ಭಾಷಾ ಶುದ್ಧಿಯನ್ನು ಮಕ್ಕಳಲ್ಲಿ ಸಂಸ್ಕೃತ ಎಂದರೇನು..? (362, 301, 522, 493)
story3-photo (176, 664, 458, 782)
